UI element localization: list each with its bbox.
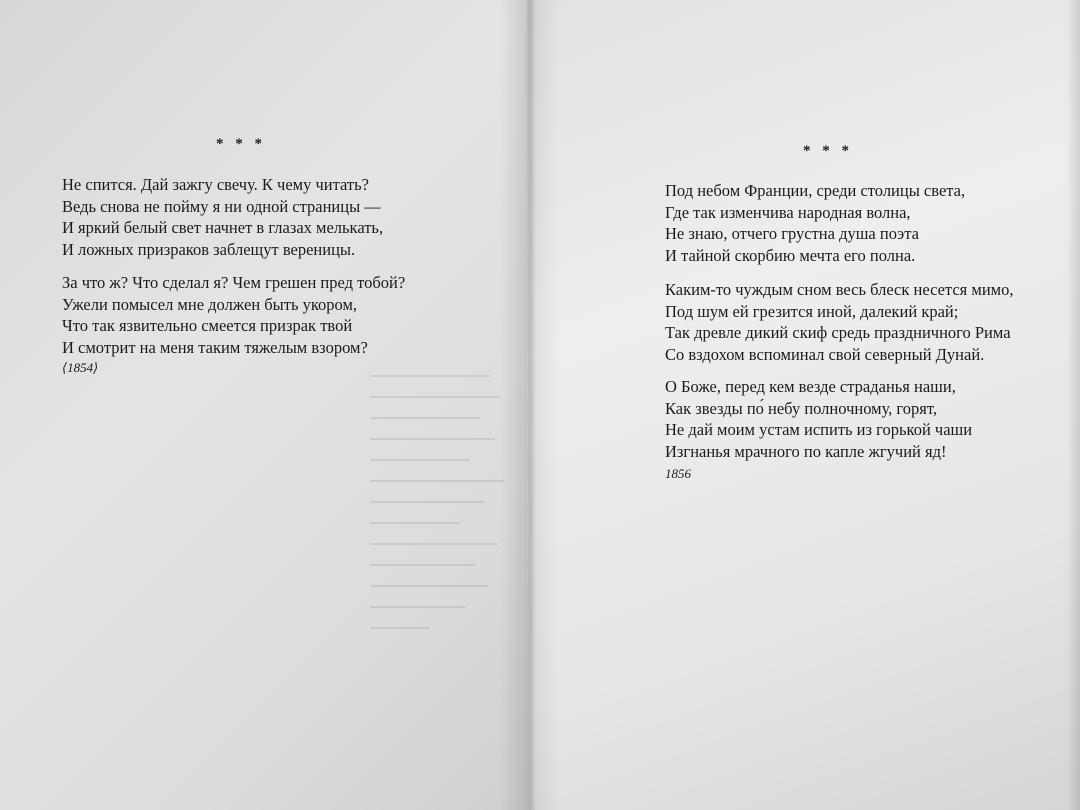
poem-line: Где так изменчива народная волна,: [665, 202, 911, 222]
poem-date: 1856: [665, 466, 691, 481]
show-through-text: [370, 375, 510, 675]
poem-line: Не дай моим устам испить из горькой чаши: [665, 420, 973, 439]
poem-date: ⟨1854⟩: [62, 360, 99, 375]
poem-line: И ложных призраков заблещут вереницы.: [62, 239, 356, 259]
stanza: [62, 174, 383, 260]
poem-line: Не спится. Дай зажгу свечу. К чему читать?: [62, 175, 369, 194]
poem-line: И тайной скорбию мечта его полна.: [665, 245, 916, 265]
ornament-asterisks: * * *: [803, 143, 853, 159]
poem-line: Что так язвительно смеется призрак твой: [62, 316, 353, 335]
stanza: [665, 180, 965, 266]
stanza: [665, 376, 972, 462]
poem-line: Так древле дикий скиф средь праздничного Рима: [665, 323, 1011, 342]
poem-line: Со вздохом вспоминал свой северный Дунай.: [665, 344, 985, 364]
poem-line: И яркий белый свет начнет в глазах мелькать,: [62, 218, 384, 237]
poem-line: Изгнанья мрачного по капле жгучий яд!: [665, 441, 947, 461]
stanza: [62, 272, 405, 358]
poem-line: Ведь снова не пойму я ни одной страницы —: [62, 196, 381, 216]
left-page: [0, 0, 527, 810]
poem-line: И смотрит на меня таким тяжелым взором?: [62, 337, 368, 357]
page-edge-shadow: [1066, 0, 1080, 810]
right-page: [527, 0, 1080, 810]
poem-line: Не знаю, отчего грустна душа поэта: [665, 224, 919, 243]
ornament-asterisks: * * *: [216, 136, 266, 152]
poem-line: О Боже, перед кем везде страданья наши,: [665, 377, 956, 396]
poem-line: Ужели помысел мне должен быть укором,: [62, 294, 358, 314]
stanza: [665, 279, 1013, 365]
poem-line: Каким-то чуждым сном весь блеск несется мимо,: [665, 280, 1014, 299]
poem-line: Как звезды по́ небу полночному, горят,: [665, 398, 937, 418]
poem-line: Под небом Франции, среди столицы света,: [665, 181, 966, 200]
poem-line: За что ж? Что сделал я? Чем грешен пред тобой?: [62, 273, 406, 292]
poem-line: Под шум ей грезится иной, далекий край;: [665, 301, 959, 321]
